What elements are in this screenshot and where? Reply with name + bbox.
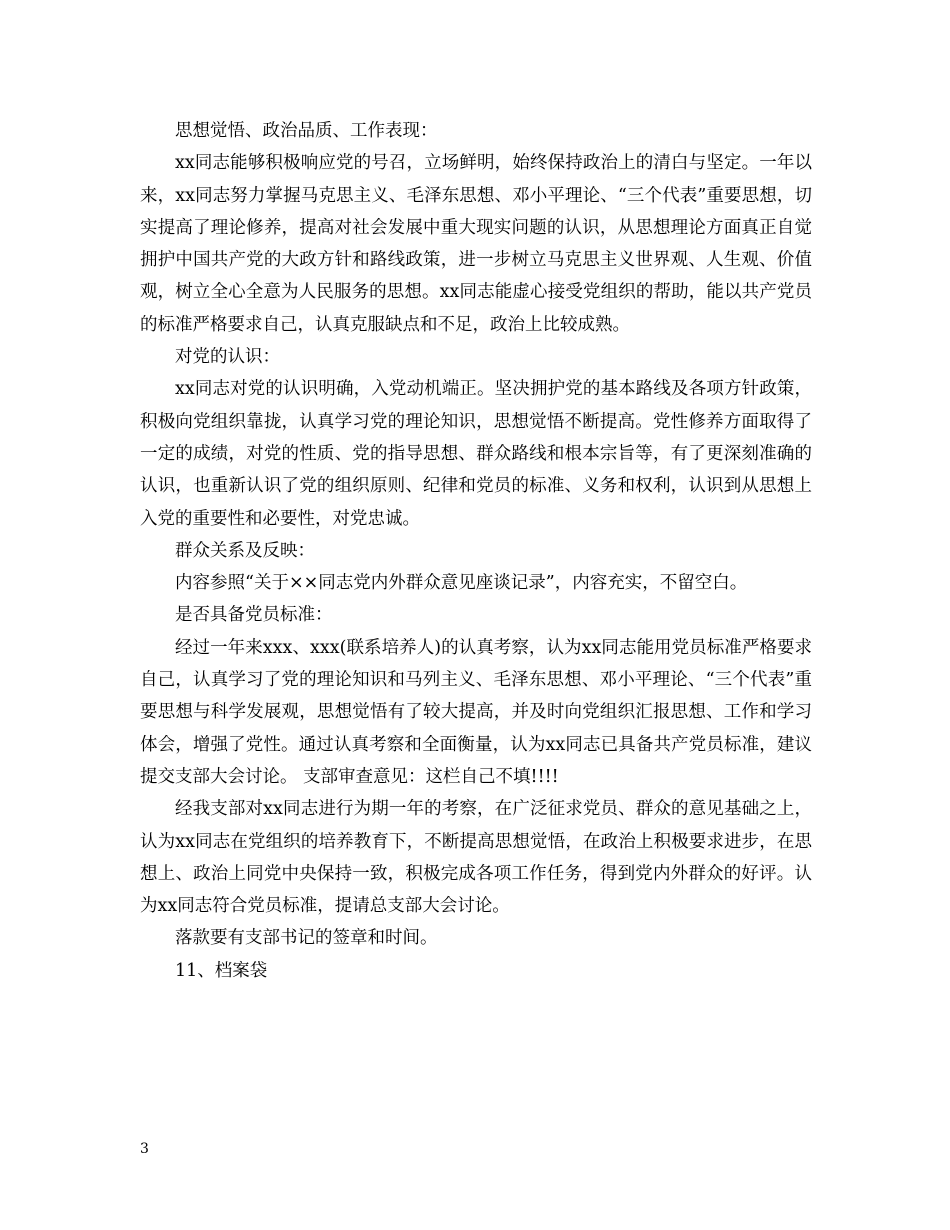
section-heading-party-understanding: 对党的认识： [175, 347, 280, 368]
paragraph-party-understanding: xx同志对党的认识明确，入党动机端正。坚决拥护党的基本路线及各项方针政策，积极向党组织靠拢，认真学习党的理论知识，思想觉悟不断提高。党性修养方面取得了一定的成绩，对党的性质、党的指导思想、群众路线和根本宗旨等，有了更深刻准确的认识，也重新认识了党的组织原则、纪律和党员的标准、义务和权利，认识到从思想上入党的重要性和必要性，对党忠诚。 [140, 379, 812, 529]
section-heading-archive-bag: 11、档案袋 [175, 960, 268, 981]
paragraph-member-standard: 经过一年来xxx、xxx(联系培养人)的认真考察，认为xx同志能用党员标准严格要求自己，认真学习了党的理论知识和马列主义、毛泽东思想、邓小平理论、“三个代表”重要思想与科学发展观，思想觉悟有了较大提高，并及时向党组织汇报思想、工作和学习体会，增强了党性。通过认真考察和全面衡量，认为xx同志已具备共产党员标准，建议提交支部大会讨论。 支部审查意见：这栏自己不填!!!! [140, 637, 812, 787]
paragraph-signature-note: 落款要有支部书记的签章和时间。 [175, 928, 438, 949]
paragraph-ideology: xx同志能够积极响应党的号召，立场鲜明，始终保持政治上的清白与坚定。一年以来，xx同志努力掌握马克思主义、毛泽东思想、邓小平理论、“三个代表”重要思想，切实提高了理论修养，提高对社会发展中重大现实问题的认识，从思想理论方面真正自觉拥护中国共产党的大政方针和路线政策，进一步树立马克思主义世界观、人生观、价值观，树立全心全意为人民服务的思想。xx同志能虚心接受党组织的帮助，能以共产党员的标准严格要求自己，认真克服缺点和不足，政治上比较成熟。 [140, 153, 812, 335]
section-heading-ideology: 思想觉悟、政治品质、工作表现： [175, 121, 438, 141]
section-heading-mass-relations: 群众关系及反映： [175, 540, 315, 561]
document-body [140, 115, 812, 987]
page-number: 3 [140, 1141, 149, 1157]
paragraph-mass-relations: 内容参照“关于××同志党内外群众意见座谈记录”，内容充实，不留空白。 [175, 573, 748, 594]
paragraph-branch-review: 经我支部对xx同志进行为期一年的考察，在广泛征求党员、群众的意见基础之上，认为xx同志在党组织的培养教育下，不断提高思想觉悟，在政治上积极要求进步，在思想上、政治上同党中央保持一致，积极完成各项工作任务，得到党内外群众的好评。认为xx同志符合党员标准，提请总支部大会讨论。 [140, 799, 812, 917]
section-heading-member-standard: 是否具备党员标准： [175, 605, 333, 626]
